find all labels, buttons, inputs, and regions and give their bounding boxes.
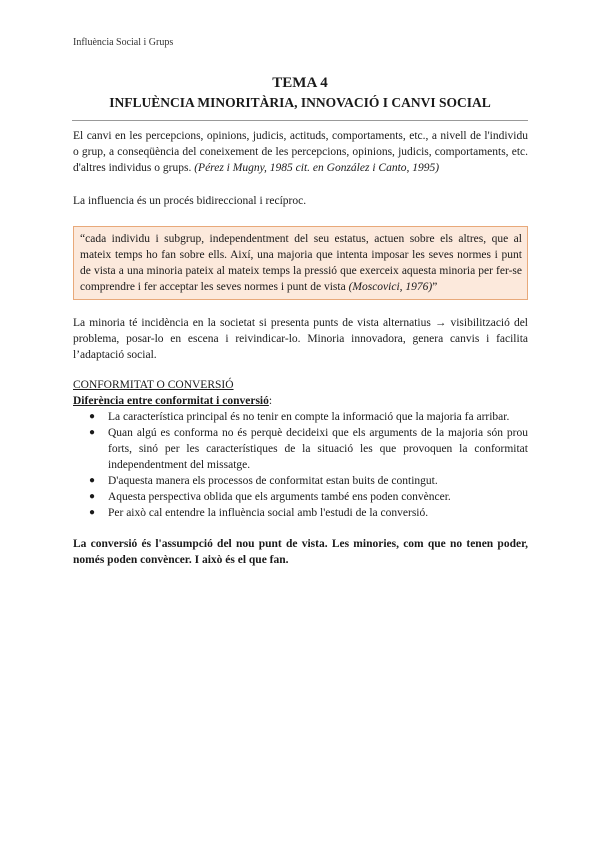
definition-paragraph [73, 128, 528, 176]
minority-paragraph: La minoria té incidència en la societat si presenta punts de vista alternatius → visibilització del problema, posar-lo en escena i reivindicar-lo. Minoria innovadora, genera canvis i facilita l’adaptació social. [73, 317, 528, 361]
list-item-text: Per això cal entendre la influència social amb l'estudi de la conversió. [108, 507, 429, 519]
list-item [73, 505, 528, 521]
quote-citation: (Moscovici, 1976) [348, 281, 433, 293]
chapter-title: INFLUÈNCIA MINORITÀRIA, INNOVACIÓ I CANVI SOCIAL [109, 95, 491, 110]
conformity-list [73, 409, 528, 521]
subheading-colon: : [268, 395, 273, 407]
bullet-icon: ● [89, 427, 96, 438]
subheading-text: Diferència entre conformitat i conversió [73, 395, 269, 407]
running-header: Influència Social i Grups [73, 37, 174, 48]
quote-text: “cada individu i subgrup, independentment del seu estatus, actuen sobre els altres, que al mateix temps ho fan sobre ells. Així, una majoria que intenta imposar les seves normes i punt de vista a una minoria pateix al mateix temps la pressió que exerceix aquesta minoria per fer-se comprendre i fer acceptar les seves normes i punt de vista [80, 233, 522, 293]
quote-closing-mark: ” [432, 281, 438, 293]
list-item-text: La característica principal és no tenir en compte la informació que la majoria fa arribar. [108, 411, 510, 423]
definition-citation: (Pérez i Mugny, 1985 cit. en González i Canto, 1995) [194, 162, 440, 174]
document-body [73, 128, 528, 568]
bullet-icon: ● [89, 491, 96, 502]
title-block [70, 74, 530, 111]
bullet-icon: ● [89, 507, 96, 518]
list-item [73, 409, 528, 425]
bullet-icon: ● [89, 475, 96, 486]
definition-text: El canvi en les percepcions, opinions, judicis, actituds, comportaments, etc., a nivell de l'individu o grup, a conseqüència del coneixement de les percepcions, opinions, judicis, comportaments, etc. d'altres individus o grups. [73, 130, 528, 174]
list-item-text: Aquesta perspectiva oblida que els arguments també ens poden convèncer. [108, 491, 451, 503]
chapter-number: TEMA 4 [272, 75, 328, 91]
list-item [73, 425, 528, 473]
bullet-icon: ● [89, 411, 96, 422]
section-subheading [73, 393, 528, 409]
section-heading: CONFORMITAT O CONVERSIÓ [73, 379, 234, 391]
title-divider [72, 120, 528, 121]
list-item-text: Quan algú es conforma no és perquè decideixi que els arguments de la majoria són prou forts, sinó per les característiques de la situació les que provoquen la conformitat independentment del missatge. [108, 427, 528, 471]
list-item-text: D'aquesta manera els processos de conformitat estan buits de contingut. [108, 475, 438, 487]
quote-box [73, 226, 528, 300]
list-item [73, 489, 528, 505]
conclusion-paragraph: La conversió és l'assumpció del nou punt de vista. Les minories, com que no tenen poder, només poden convèncer. I això és el que fan. [73, 538, 528, 566]
bidirectional-statement: La influencia és un procés bidireccional i recíproc. [73, 195, 307, 207]
quote-paragraph [80, 231, 522, 295]
list-item [73, 473, 528, 489]
